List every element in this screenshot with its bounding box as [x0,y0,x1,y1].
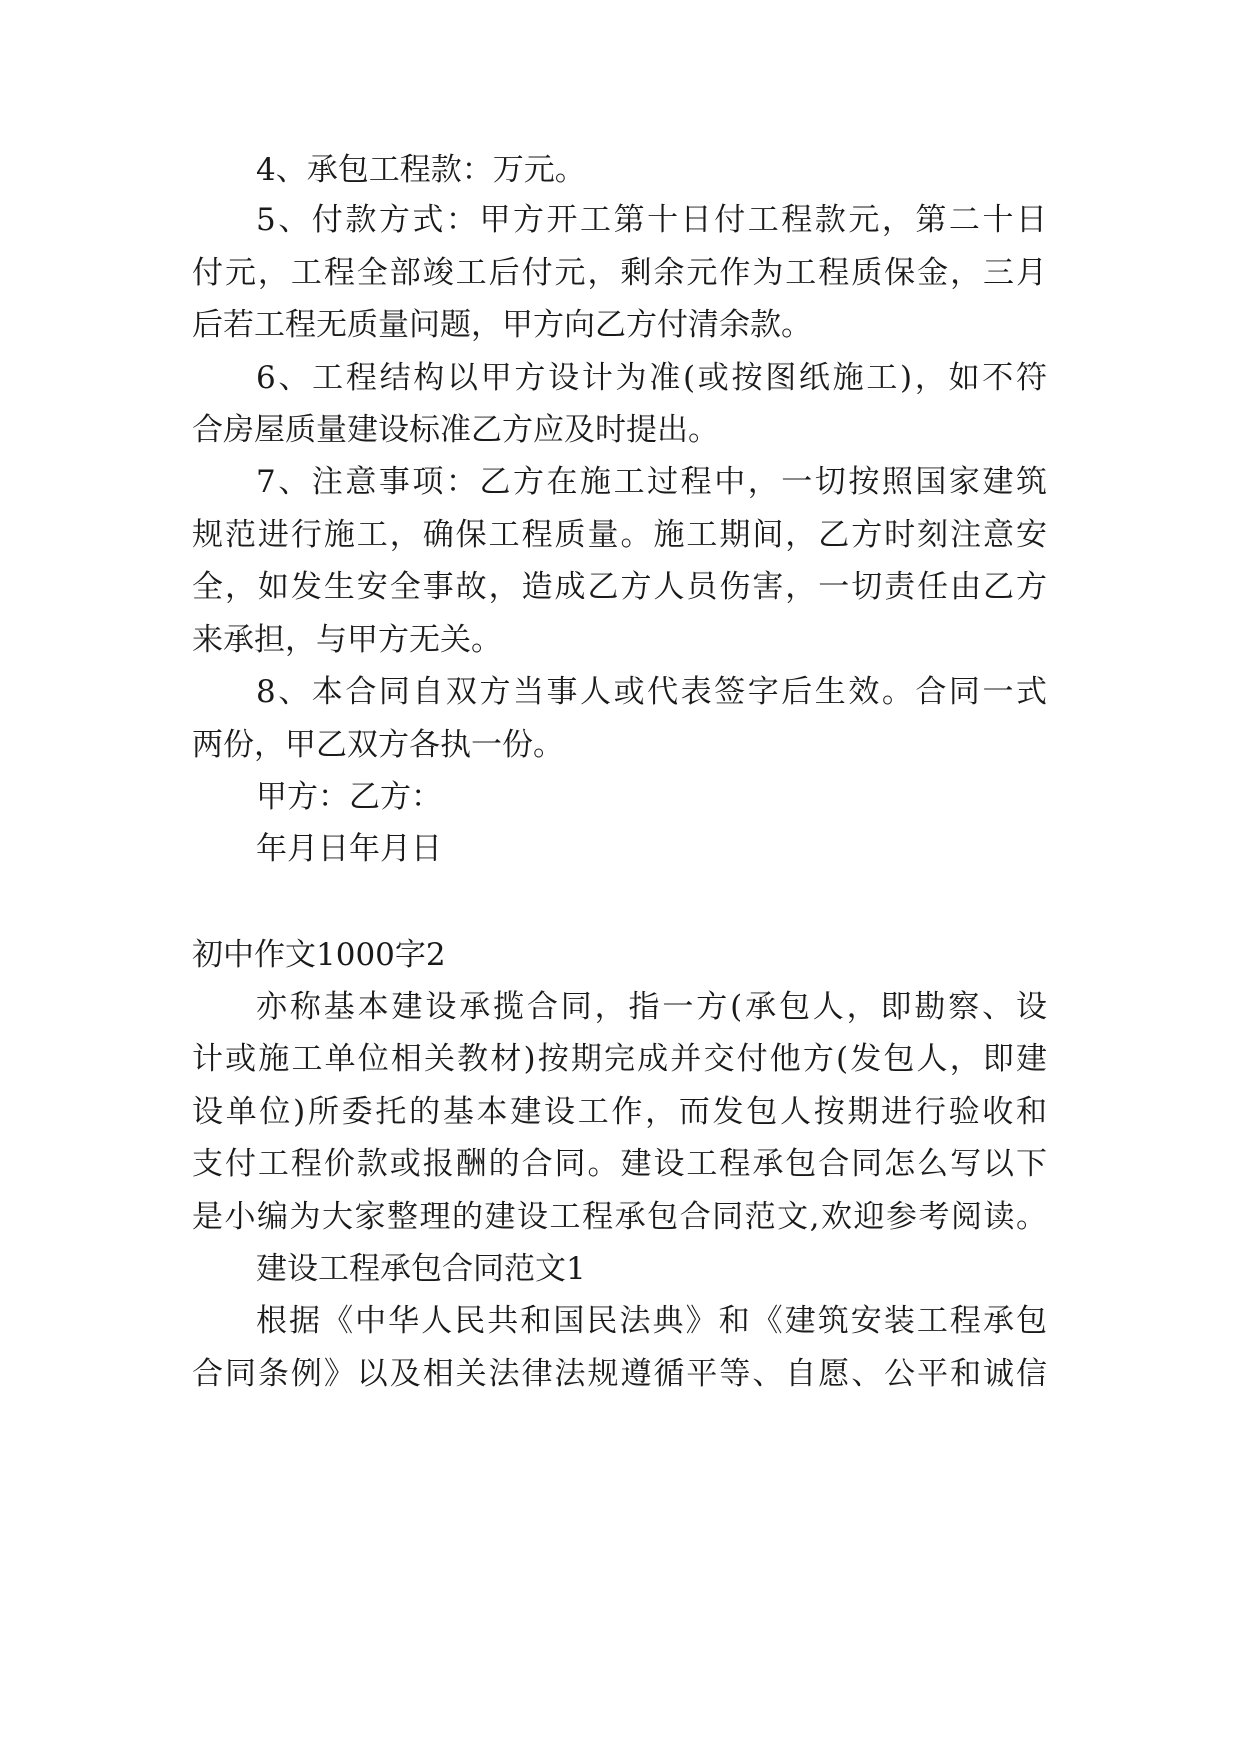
text-line-effective: 8、本合同自双方当事人或代表签字后生效。合同一式 [256,674,1047,710]
signature-dates: 年月日年月日 [256,831,442,867]
text-line-notes: 7、注意事项：乙方在施工过程中，一切按照国家建筑 [256,464,1047,500]
text-line: 规范进行施工，确保工程质量。施工期间，乙方时刻注意安 [192,517,1047,553]
text-line: 是小编为大家整理的建设工程承包合同范文,欢迎参考阅读。 [192,1199,1047,1235]
text-line-structure: 6、工程结构以甲方设计为准(或按图纸施工)，如不符 [256,360,1047,396]
text-line-payment-method: 5、付款方式：甲方开工第十日付工程款元，第二十日 [256,202,1047,238]
text-line: 全，如发生安全事故，造成乙方人员伤害，一切责任由乙方 [192,569,1047,605]
text-line: 后若工程无质量问题，甲方向乙方付清余款。 [192,307,812,343]
text-line: 来承担，与甲方无关。 [192,622,502,658]
text-line: 计或施工单位相关教材)按期完成并交付他方(发包人，即建 [192,1041,1047,1077]
text-line: 设单位)所委托的基本建设工作，而发包人按期进行验收和 [192,1094,1047,1130]
text-line-intro: 亦称基本建设承揽合同，指一方(承包人，即勘察、设 [256,989,1047,1025]
section-heading: 初中作文1000字2 [192,937,446,973]
text-line-payment-amount: 4、承包工程款：万元。 [256,152,586,188]
text-line-basis: 根据《中华人民共和国民法典》和《建筑安装工程承包 [256,1303,1047,1339]
text-line: 支付工程价款或报酬的合同。建设工程承包合同怎么写以下 [192,1146,1047,1182]
text-line: 两份，甲乙双方各执一份。 [192,727,564,763]
subheading: 建设工程承包合同范文1 [256,1251,586,1287]
text-line: 合房屋质量建设标准乙方应及时提出。 [192,412,719,448]
text-line: 合同条例》以及相关法律法规遵循平等、自愿、公平和诚信 [192,1356,1047,1392]
text-line: 付元，工程全部竣工后付元，剩余元作为工程质保金，三月 [192,255,1047,291]
signature-parties: 甲方：乙方： [256,779,442,815]
